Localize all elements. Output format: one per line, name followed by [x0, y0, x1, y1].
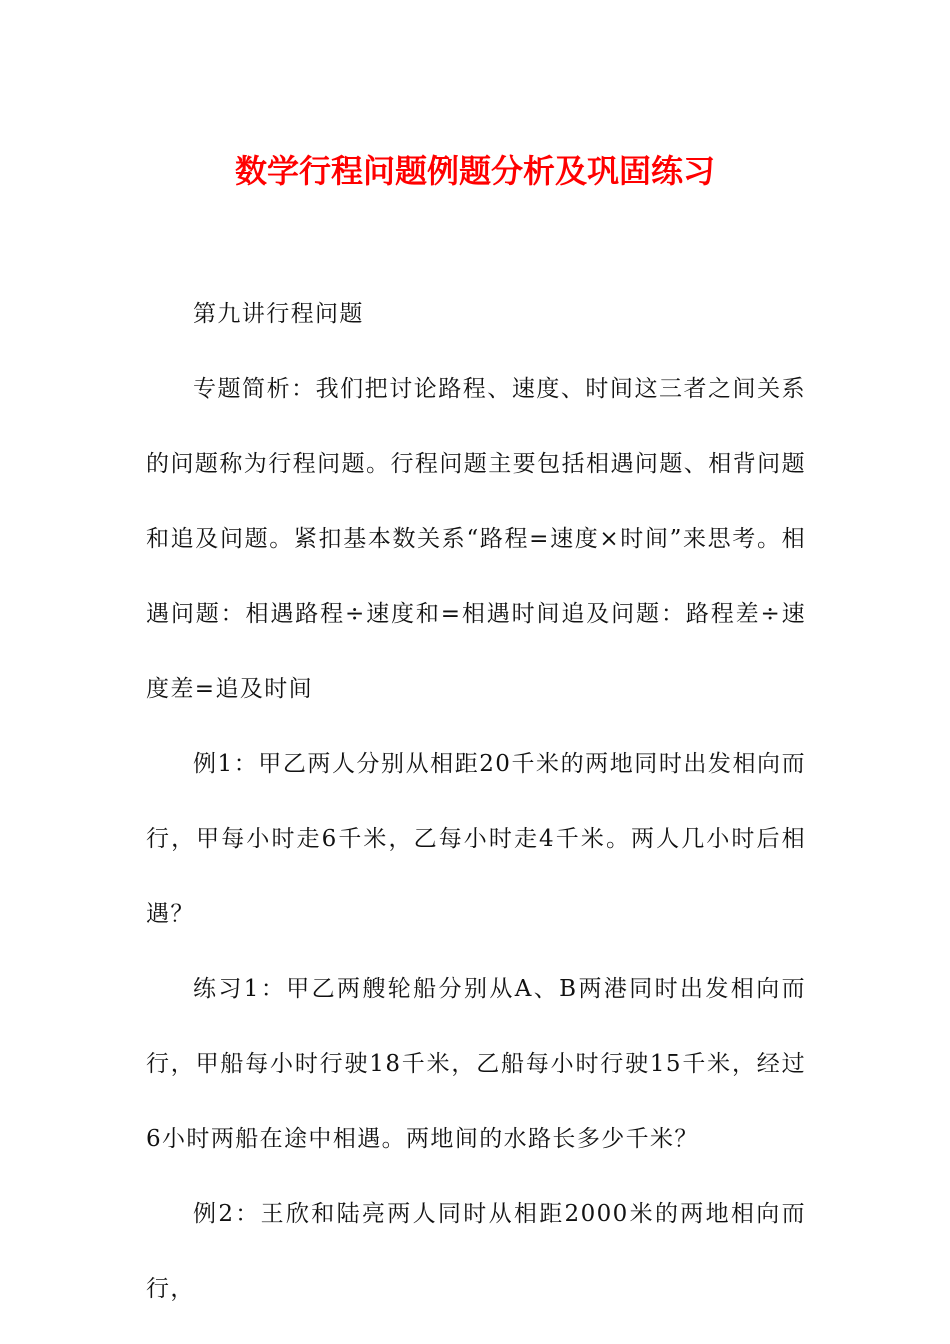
example-2-paragraph: 例2：王欣和陆亮两人同时从相距2000米的两地相向而行，	[146, 1201, 806, 1302]
document-body	[146, 277, 806, 1327]
topic-overview-paragraph: 专题简析：我们把讨论路程、速度、时间这三者之间关系的问题称为行程问题。行程问题主要包括相遇问题、相背问题和追及问题。紧扣基本数关系“路程=速度×时间”来思考。相遇问题：相遇路程÷速度和=相遇时间追及问题：路程差÷速度差=追及时间	[146, 376, 806, 702]
example-1-paragraph: 例1：甲乙两人分别从相距20千米的两地同时出发相向而行，甲每小时走6千米，乙每小时走4千米。两人几小时后相遇？	[146, 751, 806, 927]
document-title: 数学行程问题例题分析及巩固练习	[234, 152, 715, 190]
section-heading: 第九讲行程问题	[193, 301, 364, 327]
exercise-1-paragraph: 练习1：甲乙两艘轮船分别从A、B两港同时出发相向而行，甲船每小时行驶18千米，乙船每小时行驶15千米，经过6小时两船在途中相遇。两地间的水路长多少千米？	[146, 976, 806, 1152]
